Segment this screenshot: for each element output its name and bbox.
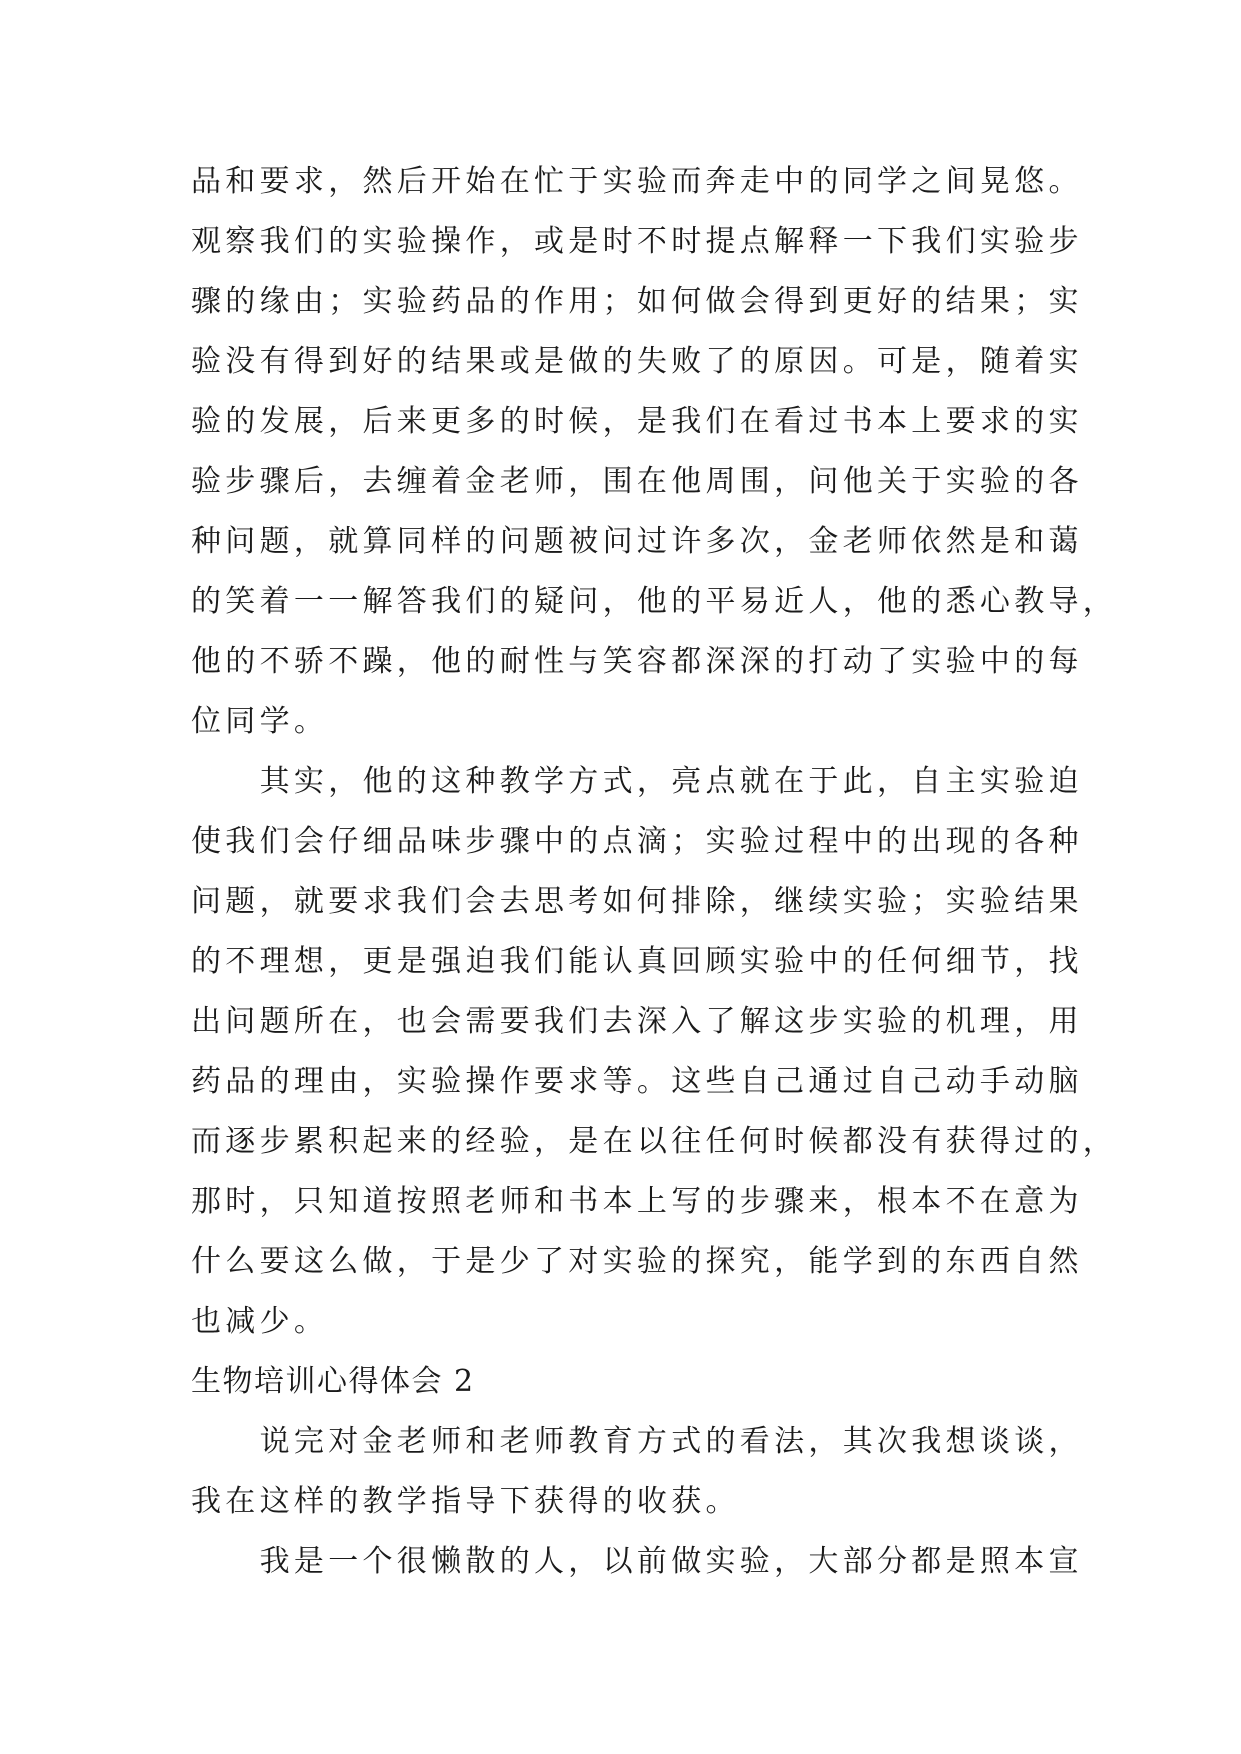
document-body — [191, 152, 1118, 1592]
text-line: 药品的理由，实验操作要求等。这些自己通过自己动手动脑 — [191, 1064, 1083, 1099]
text-line: 验的发展，后来更多的时候，是我们在看过书本上要求的实 — [191, 404, 1083, 439]
text-line: 也减少。 — [191, 1304, 329, 1339]
text-line: 他的不骄不躁，他的耐性与笑容都深深的打动了实验中的每 — [191, 644, 1083, 679]
paragraph-start-line: 我是一个很懒散的人，以前做实验，大部分都是照本宣 — [191, 1544, 1083, 1579]
text-line: 的不理想，更是强迫我们能认真回顾实验中的任何细节，找 — [191, 944, 1083, 979]
section-heading: 生物培训心得体会 2 — [191, 1364, 475, 1399]
text-line: 的笑着一一解答我们的疑问，他的平易近人，他的悉心教导， — [191, 584, 1118, 619]
text-line: 验没有得到好的结果或是做的失败了的原因。可是，随着实 — [191, 344, 1083, 379]
text-line: 品和要求，然后开始在忙于实验而奔走中的同学之间晃悠。 — [191, 164, 1083, 199]
text-line: 什么要这么做，于是少了对实验的探究，能学到的东西自然 — [191, 1244, 1083, 1279]
text-line: 而逐步累积起来的经验，是在以往任何时候都没有获得过的， — [191, 1124, 1118, 1159]
text-line: 种问题，就算同样的问题被问过许多次，金老师依然是和蔼 — [191, 524, 1083, 559]
text-line: 观察我们的实验操作，或是时不时提点解释一下我们实验步 — [191, 224, 1083, 259]
text-line: 使我们会仔细品味步骤中的点滴；实验过程中的出现的各种 — [191, 824, 1083, 859]
text-line: 问题，就要求我们会去思考如何排除，继续实验；实验结果 — [191, 884, 1083, 919]
text-line: 那时，只知道按照老师和书本上写的步骤来，根本不在意为 — [191, 1184, 1083, 1219]
paragraph-start-line: 说完对金老师和老师教育方式的看法，其次我想谈谈， — [191, 1424, 1083, 1459]
text-line: 出问题所在，也会需要我们去深入了解这步实验的机理，用 — [191, 1004, 1083, 1039]
text-line: 骤的缘由；实验药品的作用；如何做会得到更好的结果；实 — [191, 284, 1083, 319]
paragraph-start-line: 其实，他的这种教学方式，亮点就在于此，自主实验迫 — [191, 764, 1083, 799]
text-line: 验步骤后，去缠着金老师，围在他周围，问他关于实验的各 — [191, 464, 1083, 499]
text-line: 我在这样的教学指导下获得的收获。 — [191, 1484, 740, 1519]
text-line: 位同学。 — [191, 704, 329, 739]
